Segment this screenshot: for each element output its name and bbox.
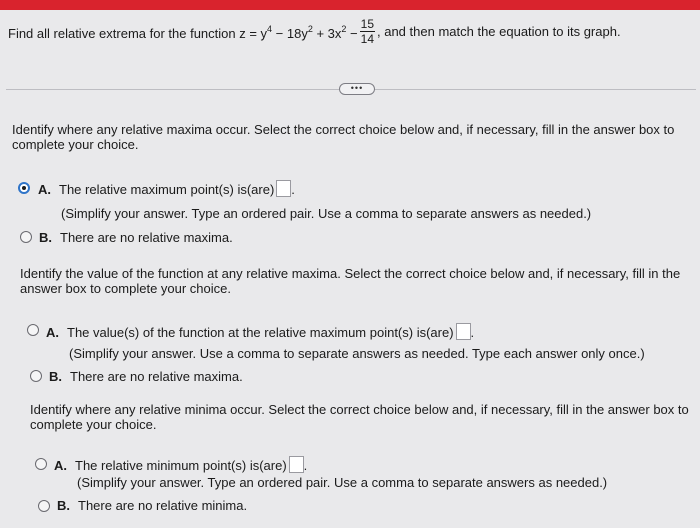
expand-more-button[interactable]: ••• [339,83,375,95]
section-3-prompt: Identify where any relative minima occur. Select the correct choice below and, if necessary, fill in the answer box to complete your choice. [30,402,689,432]
section-2-option-a-note: (Simplify your answer. Use a comma to separate answers as needed. Type each answer only once.) [69,346,645,361]
section-3-option-a-radio[interactable] [35,458,47,470]
section-2-answer-box[interactable] [456,323,471,340]
section-1-option-a[interactable]: A. The relative maximum point(s) is(are) . [38,182,295,197]
section-3-answer-box[interactable] [289,456,304,473]
section-3-option-b[interactable]: B. There are no relative minima. [57,498,248,513]
section-1-answer-box[interactable] [276,180,291,197]
section-2-prompt: Identify the value of the function at any relative maxima. Select the correct choice below and, if necessary, fill in the answer box to complete your choice. [20,266,681,296]
section-2-option-a-radio[interactable] [27,324,39,336]
section-3-option-a-note: (Simplify your answer. Type an ordered pair. Use a comma to separate answers as needed.) [77,475,608,490]
section-1-prompt: Identify where any relative maxima occur. Select the correct choice below and, if necessary, fill in the answer box to complete your choice. [12,122,675,152]
fraction: $\frac{15}{14}$ [360,17,374,46]
section-1-option-b[interactable]: B. There are no relative maxima. [39,230,233,245]
section-3-option-b-radio[interactable] [38,500,50,512]
section-2-option-b[interactable]: B. There are no relative maxima. [49,369,243,384]
section-1-option-a-note: (Simplify your answer. Type an ordered pair. Use a comma to separate answers as needed.) [61,206,592,221]
section-1-option-a-radio[interactable] [18,182,30,194]
section-3-option-a[interactable]: A. The relative minimum point(s) is(are) . [54,458,308,473]
section-2-option-b-radio[interactable] [30,370,42,382]
section-1-option-b-radio[interactable] [20,231,32,243]
top-accent-bar [0,0,700,10]
section-2-option-a[interactable]: A. The value(s) of the function at the relative maximum point(s) is(are) . [46,325,475,340]
question-text: Find all relative extrema for the function $z = y^4 - 18y^2 + 3x^2$ − $\frac{15}{14}$ , and then match the equation to its graph. [8,17,621,46]
